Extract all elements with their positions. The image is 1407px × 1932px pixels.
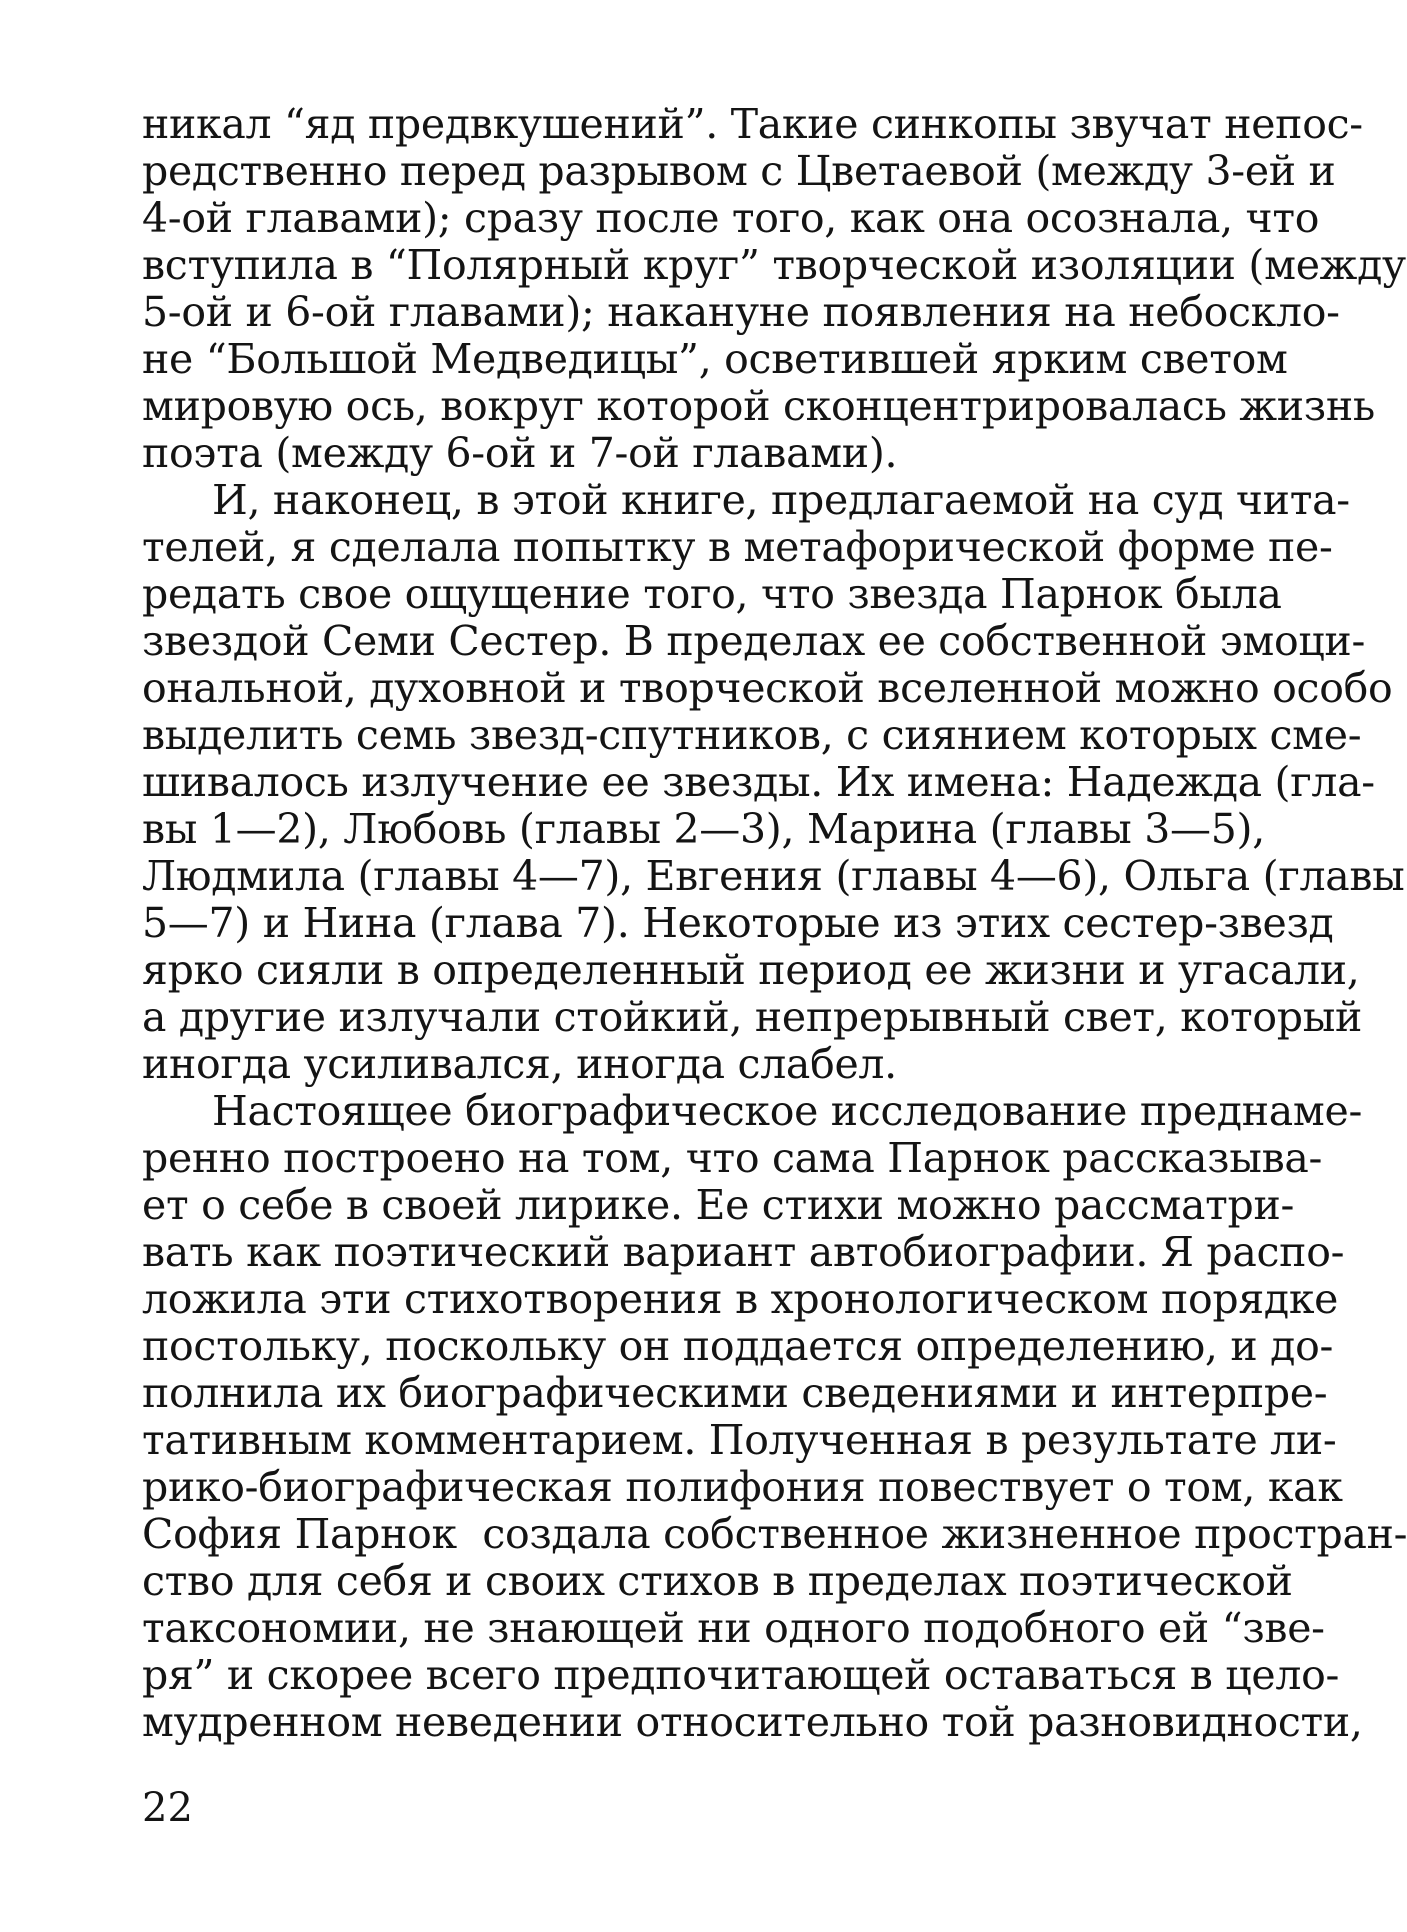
text-line: ярко сияли в определенный период ее жизни и угасали, xyxy=(142,946,1360,994)
text-line: звездой Семи Сестер. В пределах ее собственной эмоци- xyxy=(142,617,1366,665)
text-line: а другие излучали стойкий, непрерывный свет, который xyxy=(142,993,1363,1041)
text-line: никал “яд предвкушений”. Такие синкопы звучат непос- xyxy=(142,100,1363,148)
text-line: ональной, духовной и творческой вселенной можно особо xyxy=(142,664,1393,712)
text-line: ложила эти стихотворения в хронологическом порядке xyxy=(142,1275,1339,1323)
text-line: ство для себя и своих стихов в пределах поэтической xyxy=(142,1557,1293,1605)
text-line: ренно построено на том, что сама Парнок рассказыва- xyxy=(142,1134,1323,1182)
text-line: мировую ось, вокруг которой сконцентрировалась жизнь xyxy=(142,382,1375,430)
text-line: рико-биографическая полифония повествует о том, как xyxy=(142,1463,1343,1511)
text-line: 4-ой главами); сразу после того, как она осознала, что xyxy=(142,194,1320,242)
text-line: тативным комментарием. Полученная в результате ли- xyxy=(142,1416,1337,1464)
text-line: шивалось излучение ее звезды. Их имена: Надежда (гла- xyxy=(142,758,1375,806)
text-line: София Парнок создала собственное жизненное простран- xyxy=(142,1510,1407,1558)
text-line: выделить семь звезд-спутников, с сиянием которых сме- xyxy=(142,711,1362,759)
text-line: полнила их биографическими сведениями и интерпре- xyxy=(142,1369,1328,1417)
text-line: вы 1—2), Любовь (главы 2—3), Марина (главы 3—5), xyxy=(142,805,1265,853)
text-line: ет о себе в своей лирике. Ее стихи можно рассматри- xyxy=(142,1181,1295,1229)
text-line: таксономии, не знающей ни одного подобного ей “зве- xyxy=(142,1604,1325,1652)
text-line: редать свое ощущение того, что звезда Парнок была xyxy=(142,570,1282,618)
paragraph-first-line: Настоящее биографическое исследование преднаме- xyxy=(212,1087,1363,1135)
text-line: вать как поэтический вариант автобиографии. Я распо- xyxy=(142,1228,1345,1276)
text-line: поэта (между 6-ой и 7-ой главами). xyxy=(142,429,898,477)
text-line: редственно перед разрывом с Цветаевой (между 3-ей и xyxy=(142,147,1336,195)
text-line: телей, я сделала попытку в метафорической форме пе- xyxy=(142,523,1333,571)
text-line: Людмила (главы 4—7), Евгения (главы 4—6), Ольга (главы xyxy=(142,852,1405,900)
text-line: 5—7) и Нина (глава 7). Некоторые из этих сестер-звезд xyxy=(142,899,1334,947)
text-line: вступила в “Полярный круг” творческой изоляции (между xyxy=(142,241,1406,289)
text-line: мудренном неведении относительно той разновидности, xyxy=(142,1698,1363,1746)
page-number: 22 xyxy=(142,1785,193,1831)
text-line: иногда усиливался, иногда слабел. xyxy=(142,1040,897,1088)
text-line: постольку, поскольку он поддается определению, и до- xyxy=(142,1322,1334,1370)
paragraph-first-line: И, наконец, в этой книге, предлагаемой на суд чита- xyxy=(212,476,1350,524)
text-line: не “Большой Медведицы”, осветившей ярким светом xyxy=(142,335,1288,383)
text-line: 5-ой и 6-ой главами); накануне появления на небоскло- xyxy=(142,288,1340,336)
text-line: ря” и скорее всего предпочитающей оставаться в цело- xyxy=(142,1651,1340,1699)
